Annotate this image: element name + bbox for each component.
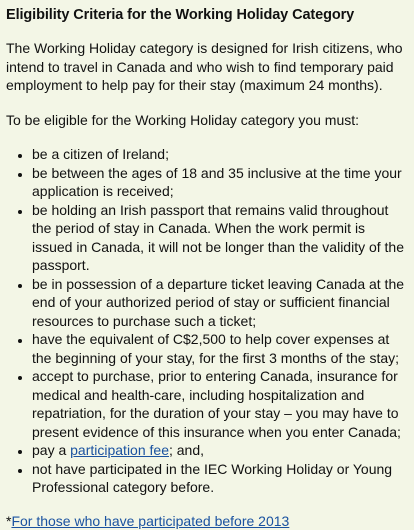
fee-text-before: pay a: [32, 442, 70, 458]
criteria-list: [6, 145, 406, 497]
participated-before-2013-link[interactable]: For those who have participated before 2013: [11, 513, 289, 529]
criteria-item-passport: • be holding an Irish passport that remains valid throughout the period of stay in Canada. When the work permit is issued in Canada, it will not be longer than the validity of the passport.: [32, 201, 406, 275]
criteria-item-age: • be between the ages of 18 and 35 inclusive at the time your application is received;: [32, 164, 406, 201]
criteria-item-funds: • have the equivalent of C$2,500 to help cover expenses at the beginning of your stay, for the first 3 months of the stay;: [32, 330, 406, 367]
criteria-lead: To be eligible for the Working Holiday category you must:: [6, 111, 406, 130]
footnote: [6, 512, 406, 530]
criteria-item-citizen: • be a citizen of Ireland;: [32, 145, 406, 164]
criteria-item-fee: [32, 441, 406, 460]
criteria-item-insurance: • accept to purchase, prior to entering Canada, insurance for medical and health-care, including hospitalization and repatriation, for the duration of your stay – you may have to present evidence of this insurance when you enter Canada;: [32, 367, 406, 441]
criteria-item-ticket: • be in possession of a departure ticket leaving Canada at the end of your authorized period of stay or sufficient financial resources to purchase such a ticket;: [32, 275, 406, 331]
footnote-marker: *: [6, 513, 11, 529]
criteria-item-not-participated: • not have participated in the IEC Working Holiday or Young Professional category before.: [32, 460, 406, 497]
participation-fee-link[interactable]: participation fee: [70, 442, 169, 458]
page-title: Eligibility Criteria for the Working Holiday Category: [6, 5, 406, 25]
intro-paragraph: The Working Holiday category is designed for Irish citizens, who intend to travel in Canada and who wish to find temporary paid employment to help pay for their stay (maximum 24 months).: [6, 39, 406, 95]
fee-text-after: ; and,: [169, 442, 204, 458]
